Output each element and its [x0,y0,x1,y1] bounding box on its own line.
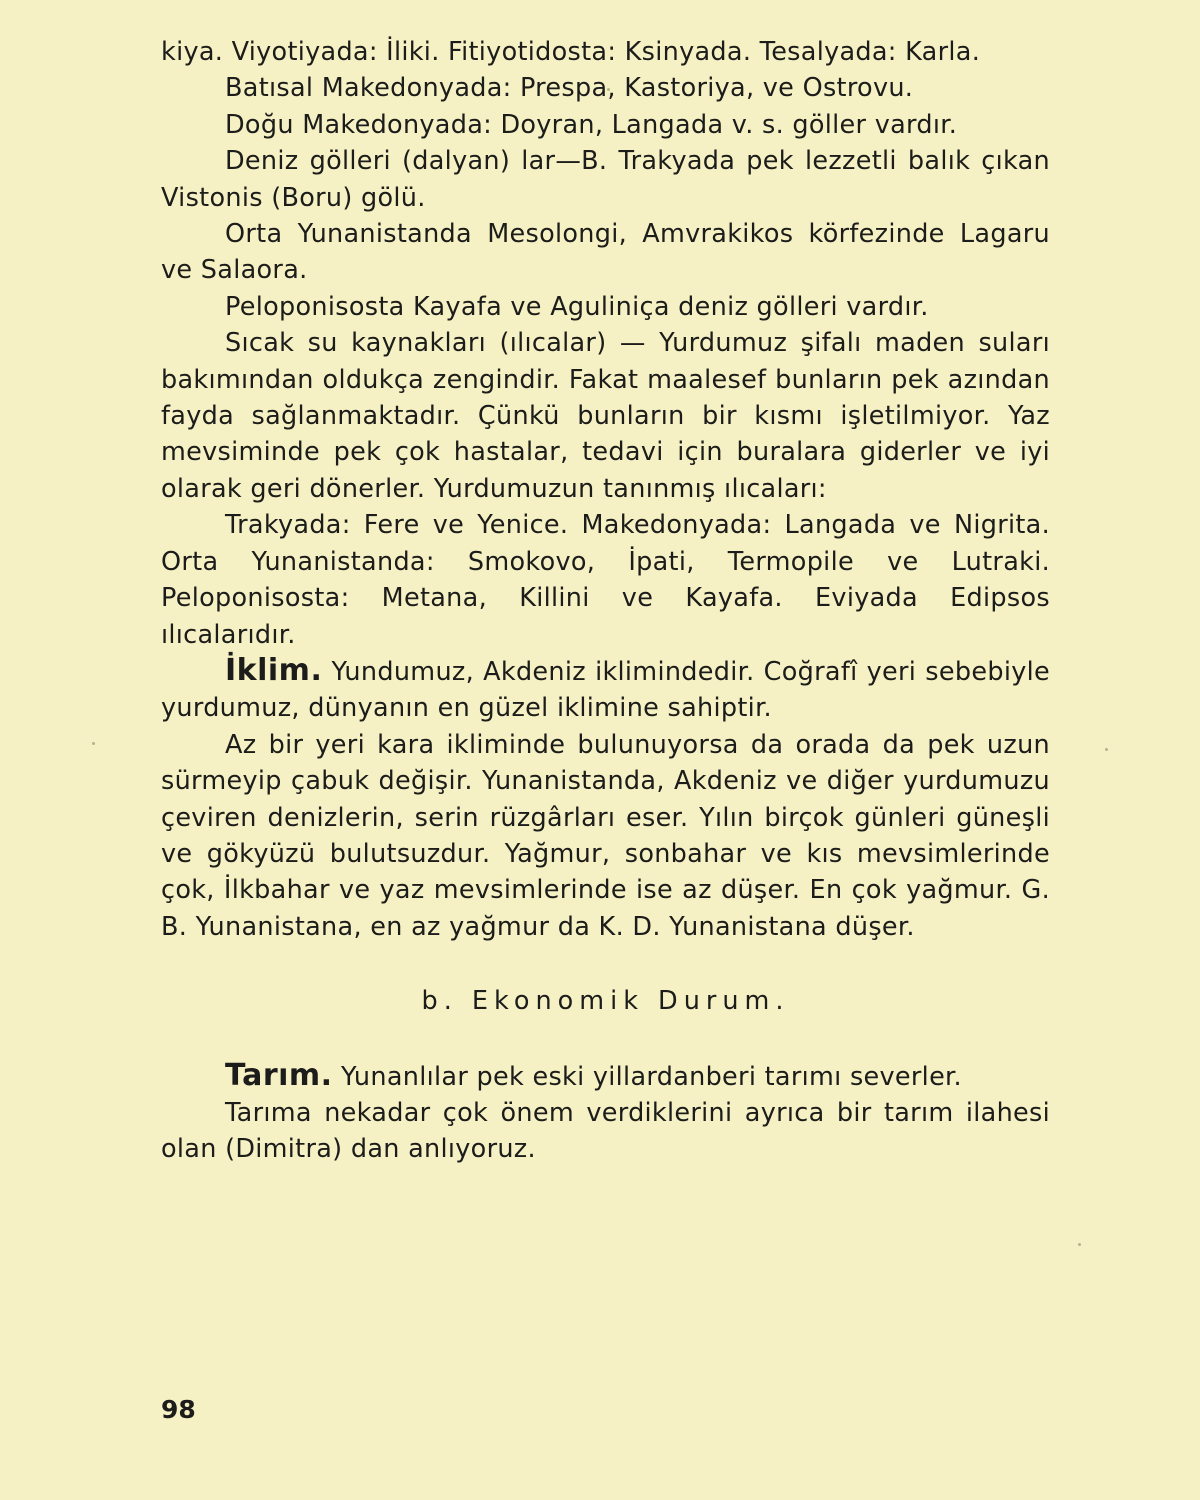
paragraph: Batısal Makedonyada: Prespa, Kastoriya, ve Ostrovu. [225,73,914,104]
paragraph: Tarıma nekadar çok önem verdiklerini ayrıca bir tarım ilahesi olan (Dimitra) dan anlıyoruz. [161,1097,1050,1165]
page-number: 98 [161,1395,196,1424]
paragraph-text: Yundumuz, Akdeniz iklimindedir. Coğrafî yeri sebebiyle yurdumuz, dünyanın en güzel iklimine sahiptir. [161,656,1050,724]
paragraph-text: Yunanlılar pek eski yillardanberi tarımı severler. [340,1061,962,1092]
paragraph: kiya. Viyotiyada: İliki. Fitiyotidosta: Ksinyada. Tesalyada: Karla. [161,37,981,67]
paragraph: Trakyada: Fere ve Yenice. Makedonyada: Langada ve Nigrita. Orta Yunanistanda: Smokovo, İpati, Termopile ve Lutraki. Peloponisosta: Metana, Killini ve Kayafa. Eviyada Edipsos ılıcalarıdır. [161,510,1050,650]
tarim-heading: Tarım. [225,1057,333,1093]
paragraph: Peloponisosta Kayafa ve Aguliniça deniz gölleri vardır. [225,291,929,322]
paper-speck [1078,1243,1081,1246]
paragraph: Doğu Makedonyada: Doyran, Langada v. s. göller vardır. [225,109,958,140]
paragraph: Sıcak su kaynakları (ılıcalar) — Yurdumuz şifalı maden suları bakımından oldukça zengindir. Fakat maalesef bunların pek azından fayda sağlanmaktadır. Çünkü bunların bir kısmı işletilmiyor. Yaz mevsiminde pek çok hastalar, tedavi için buralara giderler ve iyi olarak geri dönerler. Yurdumuzun tanınmış ılıcaları: [161,328,1050,504]
paper-speck [1105,748,1108,751]
iklim-heading: İklim. [225,652,323,688]
paragraph [161,653,1050,727]
paper-speck [92,742,95,745]
paragraph [161,1058,1050,1095]
paragraph: Deniz gölleri (dalyan) lar—B. Trakyada pek lezzetli balık çıkan Vistonis (Boru) gölü. [161,146,1050,213]
paragraph: Orta Yunanistanda Mesolongi, Amvrakikos körfezinde Lagaru ve Salaora. [161,219,1050,286]
paragraph: Az bir yeri kara ikliminde bulunuyorsa da orada da pek uzun sürmeyip çabuk değişir. Yunanistanda, Akdeniz ve diğer yurdumuzu çeviren denizlerin, serin rüzgârları eser. Yılın birçok günleri güneşli ve gökyüzü bulutsuzdur. Yağmur, sonbahar ve kıs mevsimlerinde çok, İlkbahar ve yaz mevsimlerinde ise az düşer. En çok yağmur. G. B. Yunanistana, en az yağmur da K. D. Yunanistana düşer. [161,729,1050,942]
body-text [161,34,1050,1168]
section-heading: b. Ekonomik Durum. [421,986,790,1017]
